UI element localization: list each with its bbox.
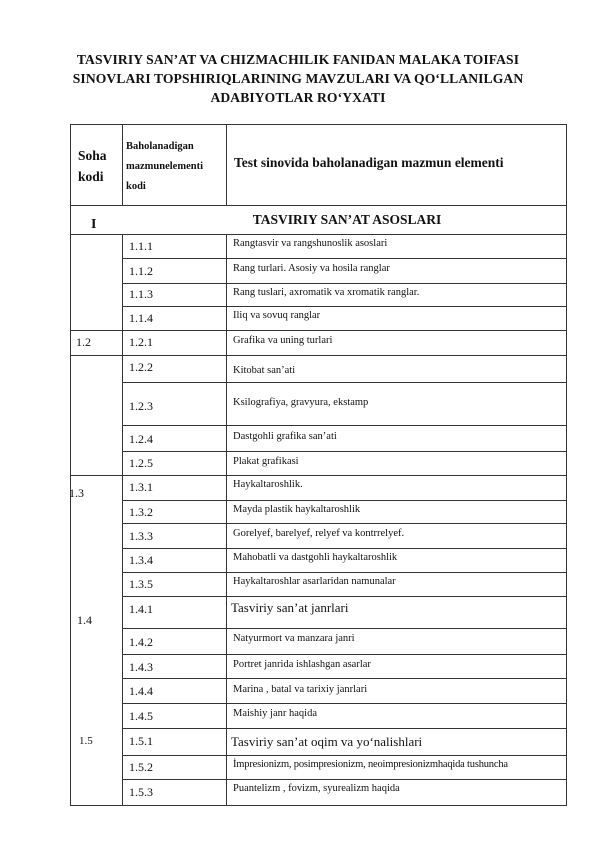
header-test-element: Test sinovida baholanadigan mazmun elementi xyxy=(234,155,504,170)
row-description: Tasviriy san’at janrlari xyxy=(231,600,349,615)
row-description: Haykaltaroshlik. xyxy=(233,479,303,490)
row-code: 1.5.1 xyxy=(129,734,153,748)
row-description: Rang turlari. Asosiy va hosila ranglar xyxy=(233,263,390,274)
row-divider xyxy=(122,283,567,284)
row-divider xyxy=(122,628,567,629)
section-row-bottom-border xyxy=(70,234,567,235)
row-code: 1.3.5 xyxy=(129,577,153,591)
row-code: 1.2.2 xyxy=(129,360,153,374)
soha-label: 1.2 xyxy=(76,335,91,349)
row-divider xyxy=(122,451,567,452)
col1-divider-header xyxy=(122,124,123,206)
section-number: I xyxy=(91,217,97,232)
table-left-border xyxy=(70,124,71,806)
title-line-1: TASVIRIY SAN’AT VA CHIZMACHILIK FANIDAN MALAKA TOIFASI xyxy=(76,52,520,67)
col2-divider-header xyxy=(226,124,227,206)
row-divider xyxy=(122,779,567,780)
row-description: Dastgohli grafika san’ati xyxy=(233,431,337,442)
row-divider xyxy=(122,596,567,597)
section-title: TASVIRIY SAN’AT ASOSLARI xyxy=(252,212,442,227)
row-code: 1.3.1 xyxy=(129,480,153,494)
row-description: Gorelyef, barelyef, relyef va kontrrelyef. xyxy=(233,528,405,539)
row-code: 1.3.3 xyxy=(129,529,153,543)
row-code: 1.2.1 xyxy=(129,335,153,349)
row-code: 1.3.4 xyxy=(129,553,153,567)
row-divider xyxy=(122,425,567,426)
row-description: Tasviriy san’at oqim va yo‘nalishlari xyxy=(231,734,423,749)
row-code: 1.1.1 xyxy=(129,239,153,253)
row-code: 1.3.2 xyxy=(129,505,153,519)
row-divider xyxy=(122,306,567,307)
row-divider xyxy=(122,355,567,356)
row-divider xyxy=(122,755,567,756)
row-code: 1.2.5 xyxy=(129,456,153,470)
row-divider xyxy=(122,728,567,729)
row-code: 1.4.3 xyxy=(129,660,153,674)
row-code: 1.1.3 xyxy=(129,287,153,301)
row-divider xyxy=(122,330,567,331)
row-divider xyxy=(122,654,567,655)
row-code: 1.4.5 xyxy=(129,709,153,723)
row-description: Ksilografiya, gravyura, ekstamp xyxy=(233,397,369,408)
row-code: 1.2.3 xyxy=(129,399,153,413)
row-description: Iliq va sovuq ranglar xyxy=(233,310,321,321)
row-code: 1.4.1 xyxy=(129,602,153,616)
row-description: İmpresionizm, posimpresionizm, neoimpresionizmhaqida tushuncha xyxy=(233,759,508,770)
row-divider xyxy=(122,548,567,549)
row-divider xyxy=(122,572,567,573)
row-description: Mayda plastik haykaltaroshlik xyxy=(233,504,361,515)
col1-divider-body xyxy=(122,234,123,806)
row-description: Plakat grafikasi xyxy=(233,456,299,467)
col2-divider-body xyxy=(226,234,227,806)
row-description: Haykaltaroshlar asarlaridan namunalar xyxy=(233,576,396,587)
table-bottom-border xyxy=(70,805,567,806)
row-description: Rang tuslari, axromatik va xromatik ranglar. xyxy=(233,287,420,298)
row-divider xyxy=(122,678,567,679)
table-top-border xyxy=(70,124,567,125)
row-divider xyxy=(122,382,567,383)
row-divider xyxy=(70,475,567,476)
row-divider xyxy=(122,703,567,704)
title-line-2: SINOVLARI TOPSHIRIQLARINING MAVZULARI VA QO‘LLANILGAN xyxy=(72,71,524,86)
row-code: 1.2.4 xyxy=(129,432,153,446)
soha-1-2-top-border xyxy=(70,330,122,331)
soha-label: 1.3 xyxy=(69,486,84,500)
row-divider xyxy=(122,523,567,524)
header-baholanadigan-kodi: Baholanadigan mazmunelementi kodi xyxy=(126,141,203,192)
row-code: 1.1.4 xyxy=(129,311,153,325)
header-soha-kodi: Soha kodi xyxy=(78,148,107,184)
row-description: Rangtasvir va rangshunoslik asoslari xyxy=(233,238,388,249)
row-description: Puantelizm , fovizm, syurealizm haqida xyxy=(233,783,400,794)
title-line-3: ADABIYOTLAR RO‘YXATI xyxy=(210,90,386,105)
row-description: Marina , batal va tarixiy janrlari xyxy=(233,684,368,695)
soha-label: 1.5 xyxy=(79,735,93,747)
row-code: 1.4.4 xyxy=(129,684,153,698)
row-description: Grafika va uning turlari xyxy=(233,335,333,346)
row-description: Portret janrida ishlashgan asarlar xyxy=(233,659,371,670)
row-code: 1.5.2 xyxy=(129,760,153,774)
row-code: 1.5.3 xyxy=(129,785,153,799)
header-bottom-border xyxy=(70,205,567,206)
row-divider xyxy=(122,500,567,501)
row-code: 1.1.2 xyxy=(129,264,153,278)
row-description: Mahobatli va dastgohli haykaltaroshlik xyxy=(233,552,398,563)
soha-label: 1.4 xyxy=(77,613,92,627)
row-code: 1.4.2 xyxy=(129,635,153,649)
soha-1-2-bottom-border xyxy=(70,355,122,356)
row-description: Natyurmort va manzara janri xyxy=(233,633,355,644)
row-divider xyxy=(122,258,567,259)
row-description: Kitobat san’ati xyxy=(233,365,296,376)
row-description: Maishiy janr haqida xyxy=(233,708,317,719)
